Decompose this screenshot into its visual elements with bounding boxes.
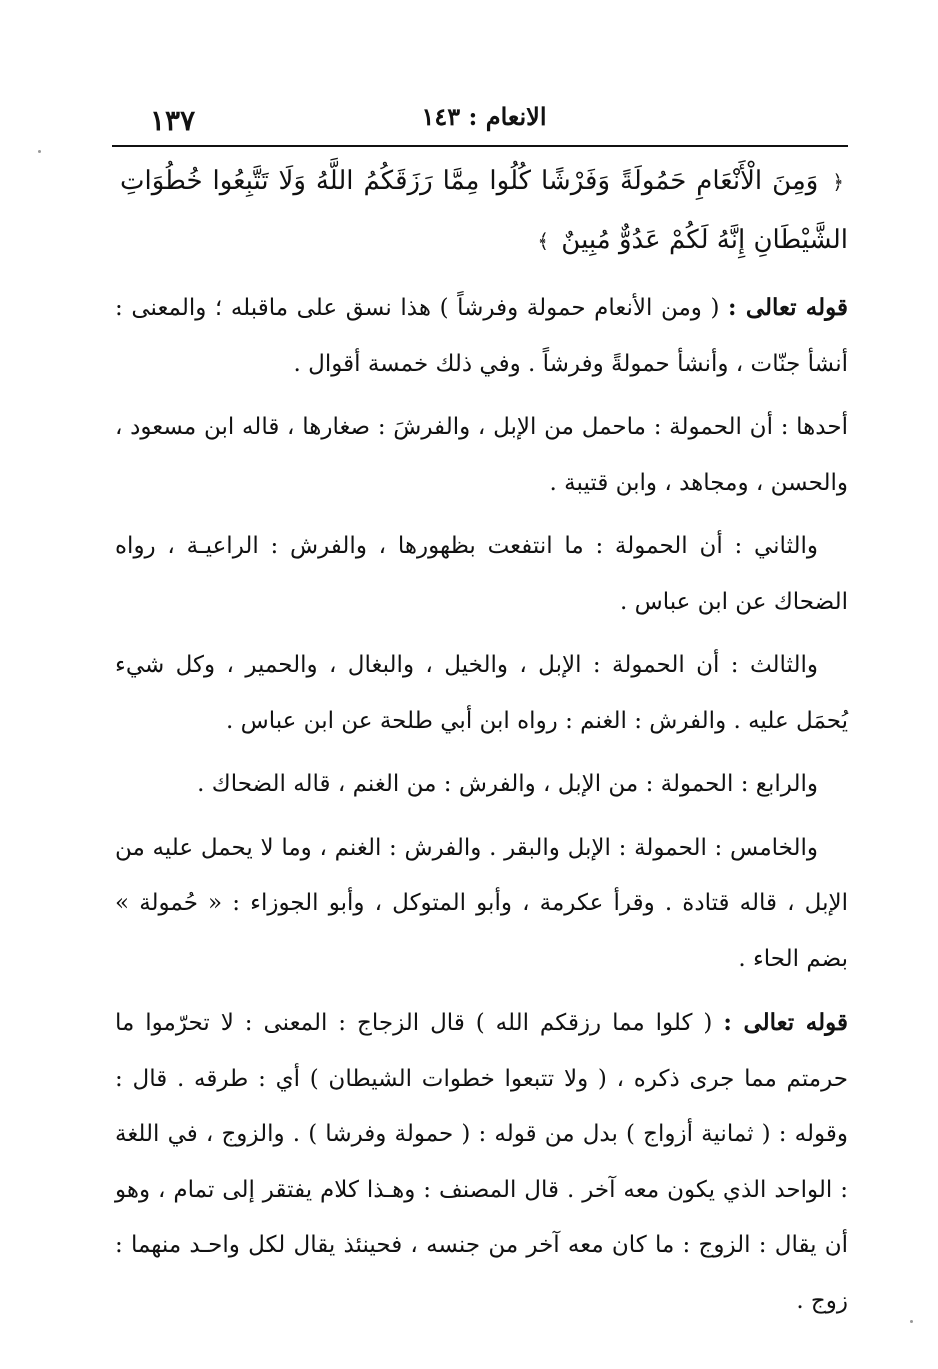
paragraph [115,280,848,392]
surah-reference: الانعام : ١٤٣ [421,102,547,131]
paragraph [115,995,848,1329]
page-number: ١٣٧ [150,104,196,137]
verse-text: وَمِنَ الْأَنْعَامِ حَمُولَةً وَفَرْشًا كُلُوا مِمَّا رَزَقَكُمُ اللَّهُ وَلَا تَتَّبِعُوا خُطُوَاتِ الشَّيْطَانِ إِنَّهُ لَكُمْ عَدُوٌّ مُبِينٌ [120,166,848,255]
paragraph [115,519,848,630]
paragraph-text: أحدها : أن الحمولة : ماحمل من الإبل ، والفرشَ : صغارها ، قاله ابن مسعود ، والحسن ، ومجاهد ، وابن قتيبة . [115,414,848,496]
paragraph-text: والثاني : أن الحمولة : ما انتفعت بظهورها ، والفرش : الراعيـة ، رواه الضحاك عن ابن عباس . [115,533,848,615]
paragraph-label: قوله تعالى : [728,294,849,321]
paragraph [115,757,848,813]
verse-open-ornament: ﴿ [832,170,844,194]
scan-speck [910,1320,913,1323]
paragraph-text: ( ومن الأنعام حمولة وفرشاً ) هذا نسق على ماقبله ؛ والمعنى : أنشأ جنّات ، وأنشأ حمولةً وفرشاً . وفي ذلك خمسة أقوال . [115,295,848,377]
header-rule [112,145,848,147]
verse-close-ornament: ﴾ [537,229,550,253]
scan-speck [38,150,41,153]
paragraph-text: ( كلوا مما رزقكم الله ) قال الزجاج : المعنى : لا تحرّموا ما حرمتم مما جرى ذكره ، ( ولا تتبعوا خطوات الشيطان ) أي : طرقه . قال : وقوله : ( ثمانية أزواج ) بدل من قوله : ( حمولة وفرشا ) . والزوج ، في اللغة : الواحد الذي يكون معه آخر . قال المصنف : وهـذا كلام يفتقر إلى تمام ، وهو أن يقال : الزوج : ما كان معه آخر من جنسه ، فحينئذ يقال لكل واحـد منهما : زوج . [115,1010,848,1314]
paragraph [115,821,848,988]
paragraph-text: والرابع : الحمولة : من الإبل ، والفرش : من الغنم ، قاله الضحاك . [197,771,818,797]
quran-verse [120,152,848,270]
paragraph [115,400,848,511]
paragraph [115,638,848,749]
paragraph-text: والخامس : الحمولة : الإبل والبقر . والفرش : الغنم ، وما لا يحمل عليه من الإبل ، قاله قتادة . وقرأ عكرمة ، وأبو المتوكل ، وأبو الجوزاء : « حُمولة » بضم الحاء . [115,834,848,972]
paragraph-label: قوله تعالى : [723,1009,848,1036]
page-header [120,100,848,140]
paragraph-text: والثالث : أن الحمولة : الإبل ، والخيل ، والبغال ، والحمير ، وكل شيء يُحمَل عليه . والفرش : الغنم : رواه ابن أبي طلحة عن ابن عباس . [115,652,848,734]
commentary-body [115,280,848,1337]
